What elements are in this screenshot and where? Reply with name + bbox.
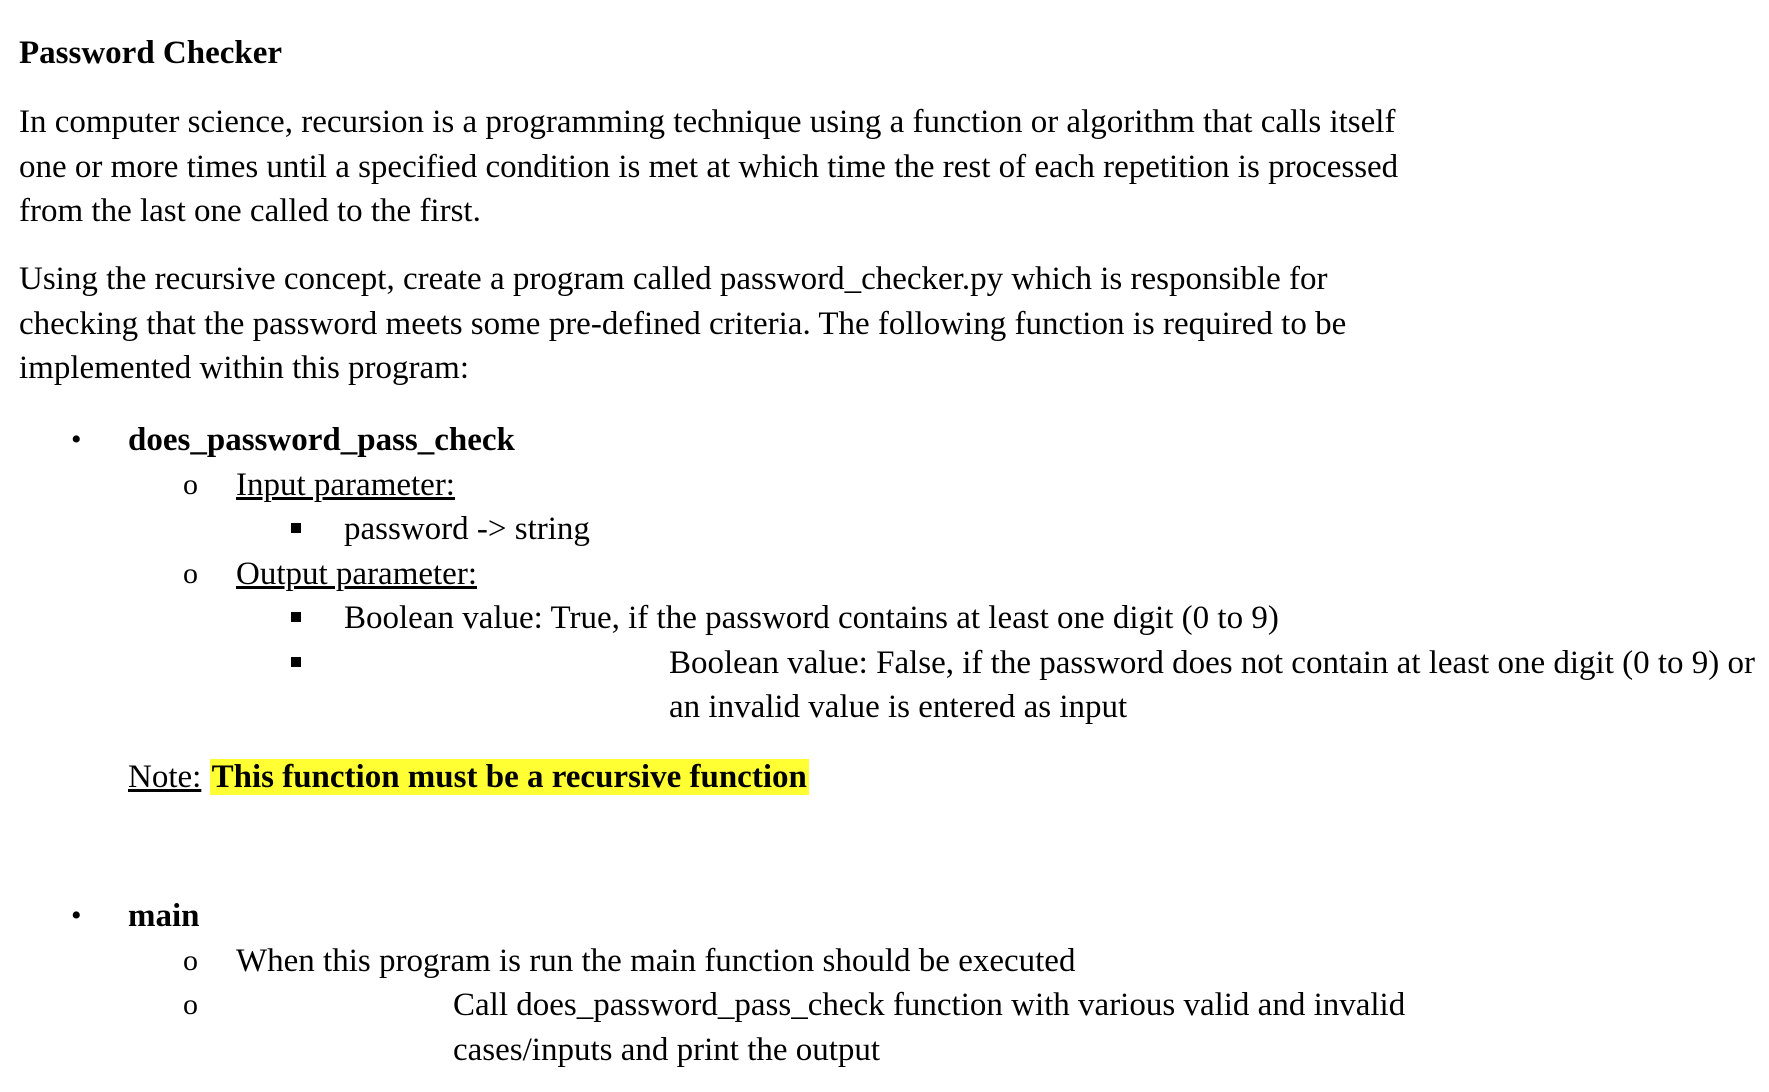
list-item [19,894,1459,939]
note-label: Note: [128,759,202,795]
input-parameter-label: Input parameter: [236,466,455,503]
list-item [19,463,1459,508]
list-item [19,596,1459,641]
square-bullet-icon [291,612,301,622]
function-block-does-password-pass-check [19,418,1756,730]
list-item [19,641,1756,730]
circle-bullet-icon: o [183,556,198,590]
square-bullet-icon [291,657,301,667]
function-name: main [128,898,200,934]
list-item [19,418,1459,463]
circle-bullet-icon: o [183,467,198,501]
page-title: Password Checker [19,35,283,71]
square-bullet-icon [291,523,301,533]
main-step: Call does_password_pass_check function with various valid and invalid cases/inputs and print the output [453,987,1406,1068]
function-block-main [19,894,1459,1072]
list-item [19,552,1459,597]
list-item [19,507,1459,552]
instructions-paragraph: Using the recursive concept, create a program called password_checker.py which is responsible for checking that the password meets some pre-defined criteria. The following function is required to be implemented within this program: [19,261,1347,386]
output-parameter-label: Output parameter: [236,555,477,592]
bullet-icon: • [71,423,82,456]
list-item [19,939,1459,984]
output-parameter-value: Boolean value: False, if the password does not contain at least one digit (0 to 9) or an invalid value is entered as input [669,644,1756,725]
output-parameter-value: Boolean value: True, if the password contains at least one digit (0 to 9) [344,600,1279,636]
circle-bullet-icon: o [183,943,198,977]
function-name: does_password_pass_check [128,422,515,458]
intro-paragraph: In computer science, recursion is a programming technique using a function or algorithm that calls itself one or more times until a specified condition is met at which time the rest of each repetition is processed from the last one called to the first. [19,104,1399,229]
main-step: When this program is run the main function should be executed [236,942,1076,979]
circle-bullet-icon: o [183,988,198,1021]
note [128,755,809,800]
bullet-icon: • [71,899,82,932]
note-highlighted-text: This function must be a recursive function [211,759,807,795]
list-item [19,983,1459,1072]
input-parameter-value: password -> string [344,511,590,547]
